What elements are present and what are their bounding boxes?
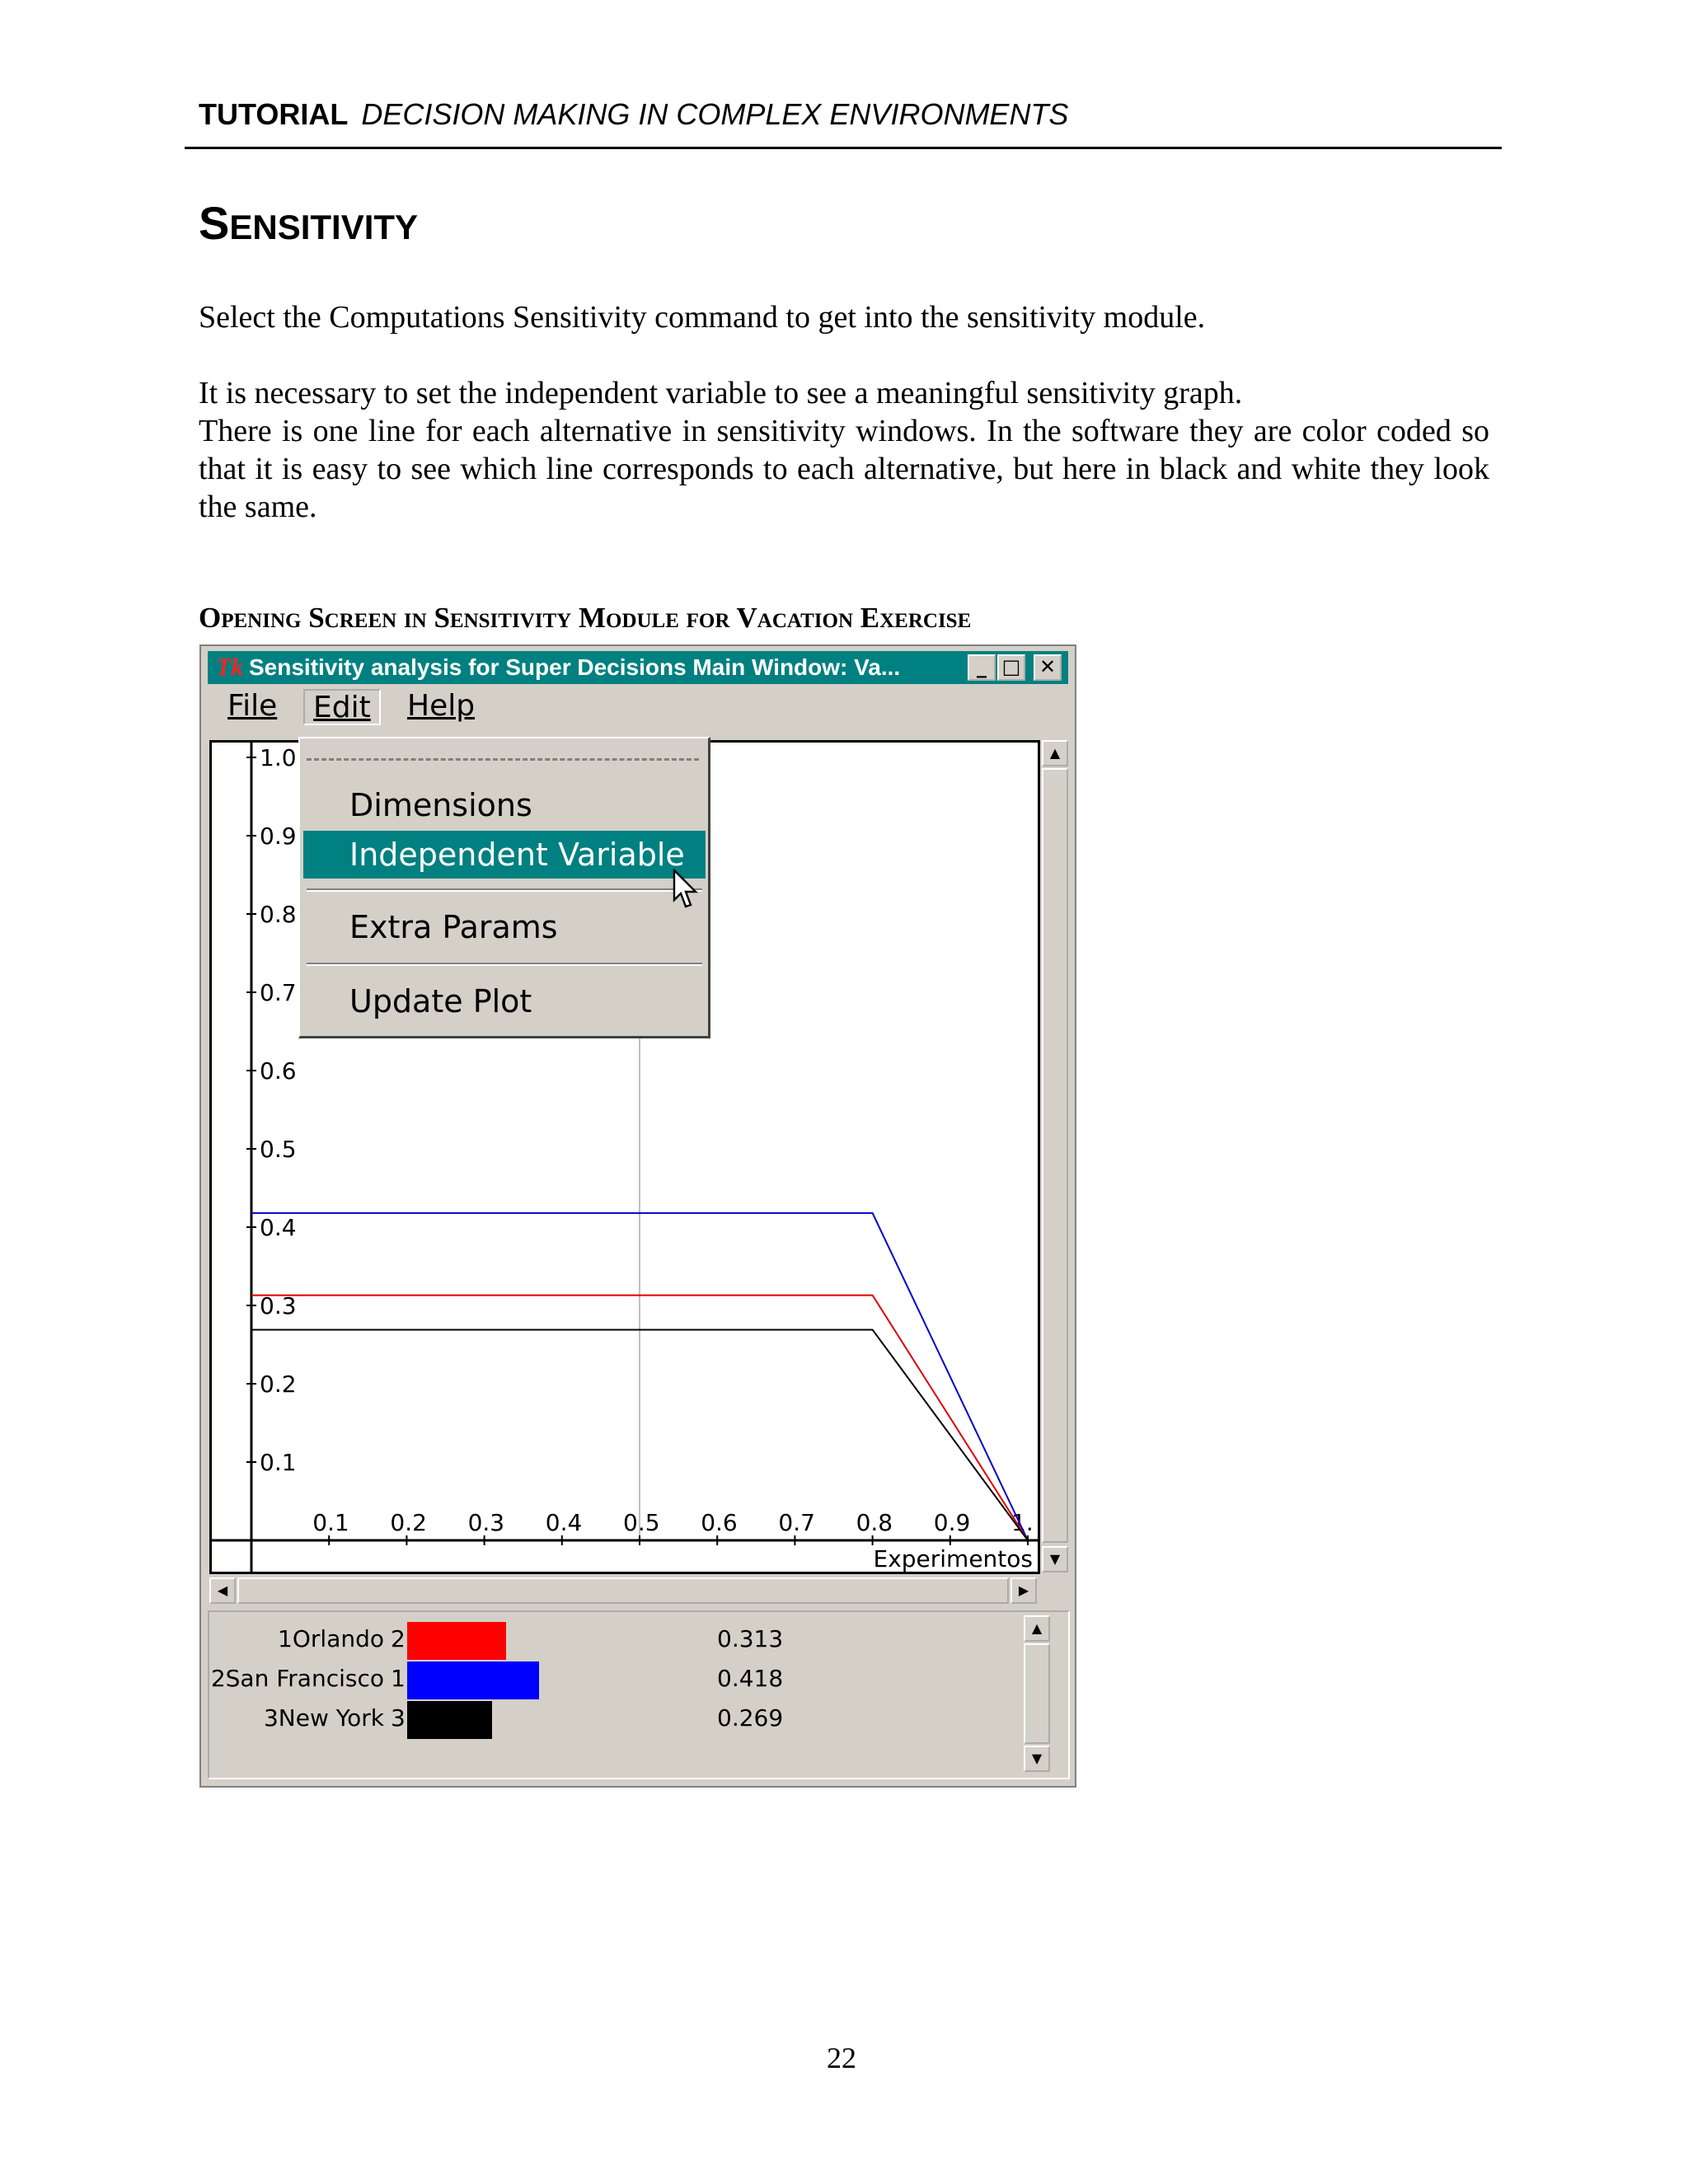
legend-rank: 3 [391, 1704, 406, 1732]
paragraph-intro: Select the Computations Sensitivity command to get into the sensitivity module. [199, 300, 1206, 335]
x-axis-label: Experimentos [873, 1545, 1033, 1572]
header-section: TUTORIAL [199, 97, 349, 131]
vertical-scrollbar[interactable] [1040, 740, 1070, 1574]
sensitivity-window [199, 644, 1076, 1788]
legend-row [209, 1699, 1017, 1739]
x-tick-label: 1. [1011, 1509, 1034, 1536]
heading-rest: ENSITIVITY [229, 208, 419, 246]
y-tick-label: 0.2 [260, 1371, 297, 1398]
legend-bar [407, 1701, 492, 1739]
edit-dropdown-menu [298, 737, 710, 1038]
tk-logo-icon: Tk [216, 654, 244, 681]
close-button[interactable]: ✕ [1034, 654, 1062, 681]
legend-bar [407, 1661, 539, 1699]
legend-scrollbar[interactable] [1024, 1615, 1053, 1774]
legend-value: 0.269 [717, 1704, 784, 1732]
menu-file[interactable] [219, 689, 285, 725]
y-tick-label: 1.0 [260, 744, 297, 771]
legend-scroll-thumb[interactable] [1024, 1643, 1050, 1744]
x-tick-label: 0.5 [623, 1509, 660, 1536]
legend-bar [407, 1622, 506, 1660]
maximize-button[interactable]: □ [997, 654, 1025, 681]
hscroll-thumb[interactable] [237, 1577, 1009, 1604]
y-tick-label: 0.5 [260, 1136, 297, 1163]
legend-label: 3New York [263, 1704, 384, 1732]
paragraph-explanation [199, 374, 1489, 526]
menu-help-label: Help [407, 689, 476, 723]
legend-value: 0.313 [717, 1625, 784, 1652]
menu-item-dimensions[interactable]: Dimensions [349, 787, 532, 823]
legend-rank: 1 [391, 1665, 406, 1692]
menu-edit-label: Edit [313, 691, 371, 724]
x-tick-label: 0.7 [778, 1509, 815, 1536]
y-tick-label: 0.3 [260, 1292, 297, 1319]
tearoff-line[interactable] [307, 758, 699, 761]
y-tick-label: 0.4 [260, 1214, 297, 1241]
header-subtitle: DECISION MAKING IN COMPLEX ENVIRONMENTS [361, 97, 1069, 131]
scroll-up-button[interactable]: ▲ [1042, 740, 1068, 766]
x-tick-label: 0.8 [856, 1509, 893, 1536]
y-tick-label: 0.6 [260, 1057, 297, 1085]
x-tick-label: 0.6 [701, 1509, 738, 1536]
window-title: Sensitivity analysis for Super Decisions Main Window: Va... [249, 654, 901, 680]
paragraph-line-2: There is one line for each alternative in sensitivity windows. In the software they are color coded so that it is easy to see which line corresponds to each alternative, but here in black and white they look the same. [199, 414, 1489, 524]
scroll-left-button[interactable]: ◀ [209, 1577, 236, 1604]
running-header [199, 97, 1068, 132]
legend-row [209, 1660, 1017, 1699]
window-titlebar[interactable] [208, 651, 1068, 684]
legend-scroll-down[interactable]: ▼ [1024, 1746, 1050, 1772]
y-tick-label: 0.7 [260, 979, 297, 1006]
menu-item-independent-variable[interactable]: Independent Variable [303, 831, 706, 879]
alternatives-legend [208, 1610, 1070, 1779]
x-tick-label: 0.4 [545, 1509, 583, 1536]
menu-item-update-plot[interactable]: Update Plot [349, 983, 532, 1019]
heading-initial: S [199, 197, 230, 249]
legend-rank: 2 [391, 1625, 406, 1652]
horizontal-scrollbar[interactable] [208, 1576, 1040, 1605]
legend-label: 1Orlando [278, 1625, 384, 1652]
section-heading [199, 196, 418, 250]
x-tick-label: 0.2 [390, 1509, 427, 1536]
legend-scroll-up[interactable]: ▲ [1024, 1615, 1050, 1642]
scroll-thumb[interactable] [1042, 768, 1068, 1543]
legend-value: 0.418 [717, 1665, 784, 1692]
x-tick-label: 0.1 [312, 1509, 349, 1536]
y-tick-label: 0.1 [260, 1449, 297, 1476]
x-tick-label: 0.3 [467, 1509, 505, 1536]
paragraph-line-1: It is necessary to set the independent variable to see a meaningful sensitivity graph. [199, 376, 1243, 410]
x-tick-label: 0.9 [933, 1509, 971, 1536]
legend-label: 2San Francisco [210, 1665, 384, 1692]
mouse-cursor-icon [673, 869, 701, 910]
minimize-button[interactable]: _ [968, 654, 996, 681]
menu-bar [208, 689, 1068, 725]
scroll-down-button[interactable]: ▼ [1042, 1546, 1068, 1572]
menu-file-label: File [227, 689, 278, 723]
menu-separator [307, 963, 702, 966]
figure-caption: Opening Screen in Sensitivity Module for Vacation Exercise [199, 602, 972, 634]
scroll-right-button[interactable]: ▶ [1010, 1577, 1037, 1604]
menu-edit[interactable] [303, 689, 381, 725]
menu-item-extra-params[interactable]: Extra Params [349, 909, 558, 945]
page-number: 22 [827, 2041, 856, 2074]
y-tick-label: 0.9 [260, 823, 297, 850]
y-tick-label: 0.8 [260, 901, 297, 928]
menu-help[interactable] [399, 689, 483, 725]
menu-separator [307, 888, 702, 892]
header-rule [185, 147, 1502, 149]
legend-row [209, 1620, 1017, 1660]
